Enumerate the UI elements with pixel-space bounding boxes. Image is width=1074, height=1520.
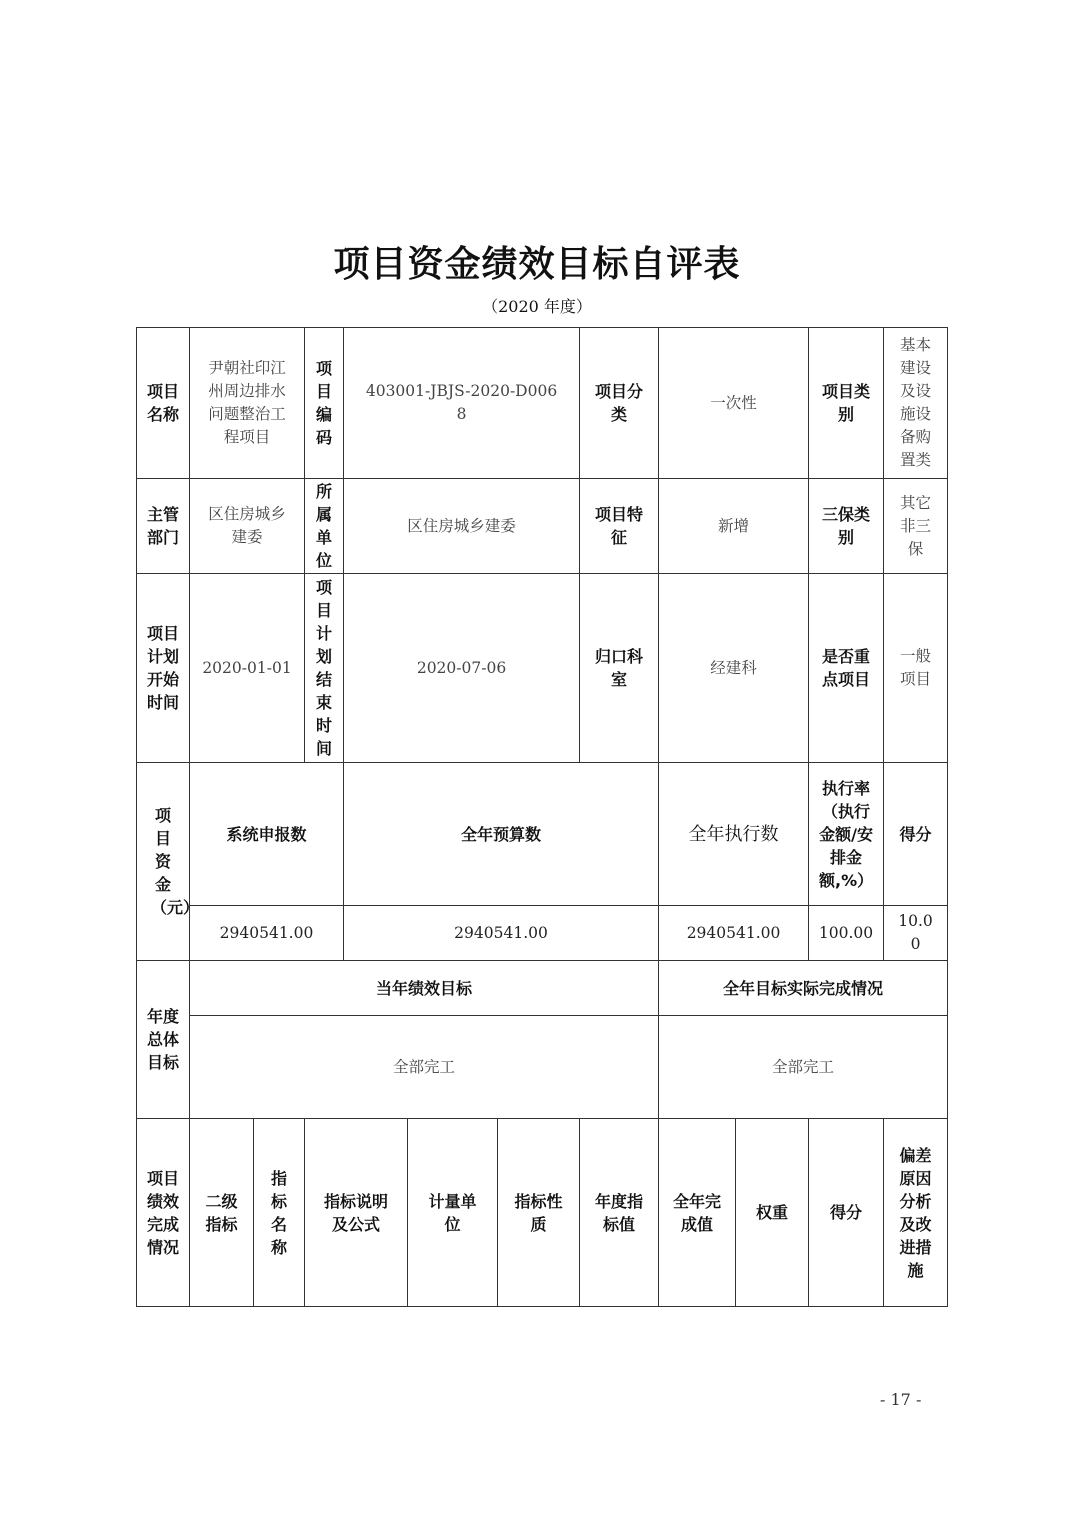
funds-value-budget: 2940541.00 [344,906,659,961]
project-code-label: 项目编码 [305,328,344,479]
perf-header-deviation: 偏差原因分析及改进措施 [884,1119,948,1307]
page-number: - 17 - [880,1390,922,1409]
category-value: 一次性 [659,328,809,479]
perf-header-formula: 指标说明及公式 [305,1119,408,1307]
dept-label: 主管部门 [137,479,190,574]
sanbao-value: 其它非三保 [884,479,948,574]
row-funds-values [137,906,948,961]
start-value: 2020-01-01 [190,574,305,763]
type-label: 项目类别 [809,328,884,479]
key-label: 是否重点项目 [809,574,884,763]
unit-value: 区住房城乡建委 [344,479,580,574]
end-value: 2020-07-06 [344,574,580,763]
funds-header-executed: 全年执行数 [659,763,809,906]
funds-value-executed: 2940541.00 [659,906,809,961]
funds-value-score: 10.00 [884,906,948,961]
office-label: 归口科室 [580,574,659,763]
feature-label: 项目特征 [580,479,659,574]
perf-header-level2: 二级指标 [190,1119,254,1307]
start-label: 项目计划开始时间 [137,574,190,763]
annual-header-target: 当年绩效目标 [190,961,659,1016]
sanbao-label: 三保类别 [809,479,884,574]
feature-value: 新增 [659,479,809,574]
funds-value-rate: 100.00 [809,906,884,961]
row-schedule [137,574,948,763]
row-project-name [137,328,948,479]
perf-header-score: 得分 [809,1119,884,1307]
perf-header-unit: 计量单位 [408,1119,498,1307]
page-title: 项目资金绩效目标自评表 [333,244,741,285]
funds-header-rate: 执行率（执行金额/安排金额,%） [809,763,884,906]
project-code-value: 403001-JBJS-2020-D0068 [344,328,580,479]
end-label: 项目计划结束时间 [305,574,344,763]
funds-label: 项目资金（元） [137,763,190,961]
annual-header-actual: 全年目标实际完成情况 [659,961,948,1016]
performance-label: 项目绩效完成情况 [137,1119,190,1307]
row-performance-header [137,1119,948,1307]
perf-header-nature: 指标性质 [498,1119,580,1307]
dept-value: 区住房城乡建委 [190,479,305,574]
annual-target-value: 全部完工 [190,1016,659,1119]
row-annual-values [137,1016,948,1119]
key-value: 一般项目 [884,574,948,763]
funds-header-declared: 系统申报数 [190,763,344,906]
funds-header-budget: 全年预算数 [344,763,659,906]
annual-label: 年度总体目标 [137,961,190,1119]
perf-header-name: 指标名称 [254,1119,305,1307]
funds-value-declared: 2940541.00 [190,906,344,961]
office-value: 经建科 [659,574,809,763]
page-subtitle: （2020 年度） [482,297,592,316]
row-funds-header [137,763,948,906]
row-annual-header [137,961,948,1016]
type-value: 基本建设及设施设备购置类 [884,328,948,479]
perf-header-weight: 权重 [736,1119,809,1307]
perf-header-annual-value: 年度指标值 [580,1119,659,1307]
category-label: 项目分类 [580,328,659,479]
self-evaluation-table [136,327,948,1307]
annual-actual-value: 全部完工 [659,1016,948,1119]
project-name-value: 尹朝社印江州周边排水问题整治工程项目 [190,328,305,479]
perf-header-completed: 全年完成值 [659,1119,736,1307]
project-name-label: 项目名称 [137,328,190,479]
row-department [137,479,948,574]
unit-label: 所属单位 [305,479,344,574]
funds-header-score: 得分 [884,763,948,906]
